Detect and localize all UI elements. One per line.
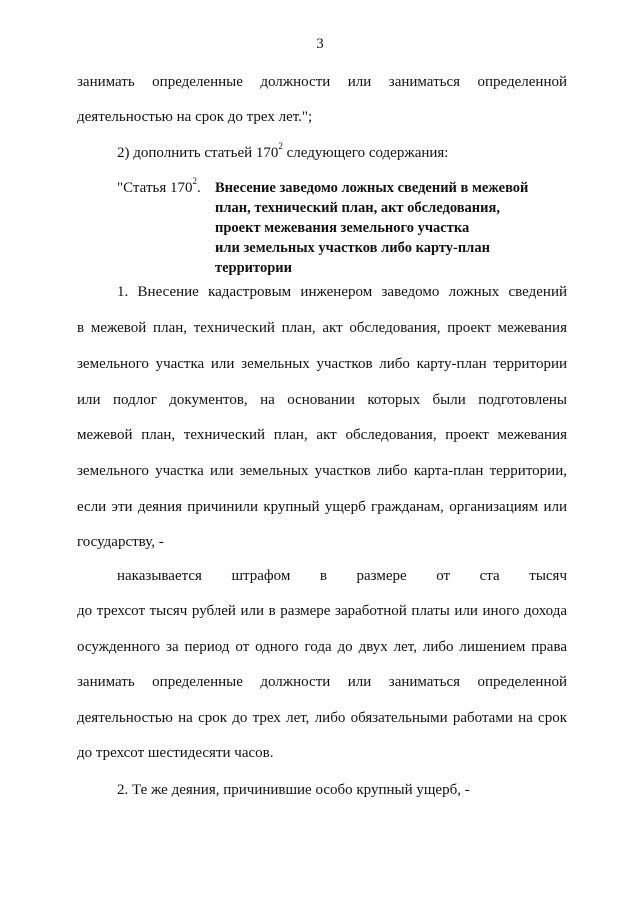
amendment-text: 2) дополнить статьей 170 [117,145,279,161]
text-line: государству, - [77,534,164,550]
text-line: осужденного за период от одного года до двух лет, либо лишением права [77,639,567,655]
text-line: до трехсот тысяч рублей или в размере заработной платы или иного дохода [77,603,567,619]
article-title-line: Внесение заведомо ложных сведений в межевой [215,180,529,196]
text-line: или подлог документов, на основании которых были подготовлены [77,392,567,408]
article-title-line: план, технический план, акт обследования, [215,200,500,216]
text-line: занимать определенные должности или заниматься определенной [77,74,567,90]
text-line: 1. Внесение кадастровым инженером заведомо ложных сведений [117,284,567,300]
text-line: деятельностью на срок до трех лет."; [77,109,313,125]
article-title-line: или земельных участков либо карту-план [215,240,490,256]
article-title [215,178,575,278]
article-title-line: проект межевания земельного участка [215,220,470,236]
amendment-item [117,143,567,163]
text-line: если эти деяния причинили крупный ущерб гражданам, организациям или [77,499,567,515]
text-line: земельного участка или земельных участков либо карта-план территории, [77,463,567,479]
article-heading [77,178,567,278]
superscript: 2 [278,141,283,151]
page-number: 3 [316,36,324,52]
text-line: 2. Те же деяния, причинившие особо крупный ущерб, - [117,782,470,798]
superscript: 2 [192,176,197,186]
amendment-text-end: следующего содержания: [282,145,449,161]
text-line: занимать определенные должности или заниматься определенной [77,674,567,690]
text-line: деятельностью на срок до трех лет, либо обязательными работами на срок [77,710,567,726]
text-line: межевой план, технический план, акт обследования, проект межевания [77,427,567,443]
article-title-line: территории [215,260,292,276]
text-line: в межевой план, технический план, акт обследования, проект межевания [77,320,567,336]
text-line: земельного участка или земельных участков либо карту-план территории [77,356,567,372]
text-line: наказывается штрафом в размере от ста тысяч [117,568,567,584]
text-line: до трехсот шестидесяти часов. [77,745,274,761]
article-number: "Статья $170^2$. [117,176,201,196]
